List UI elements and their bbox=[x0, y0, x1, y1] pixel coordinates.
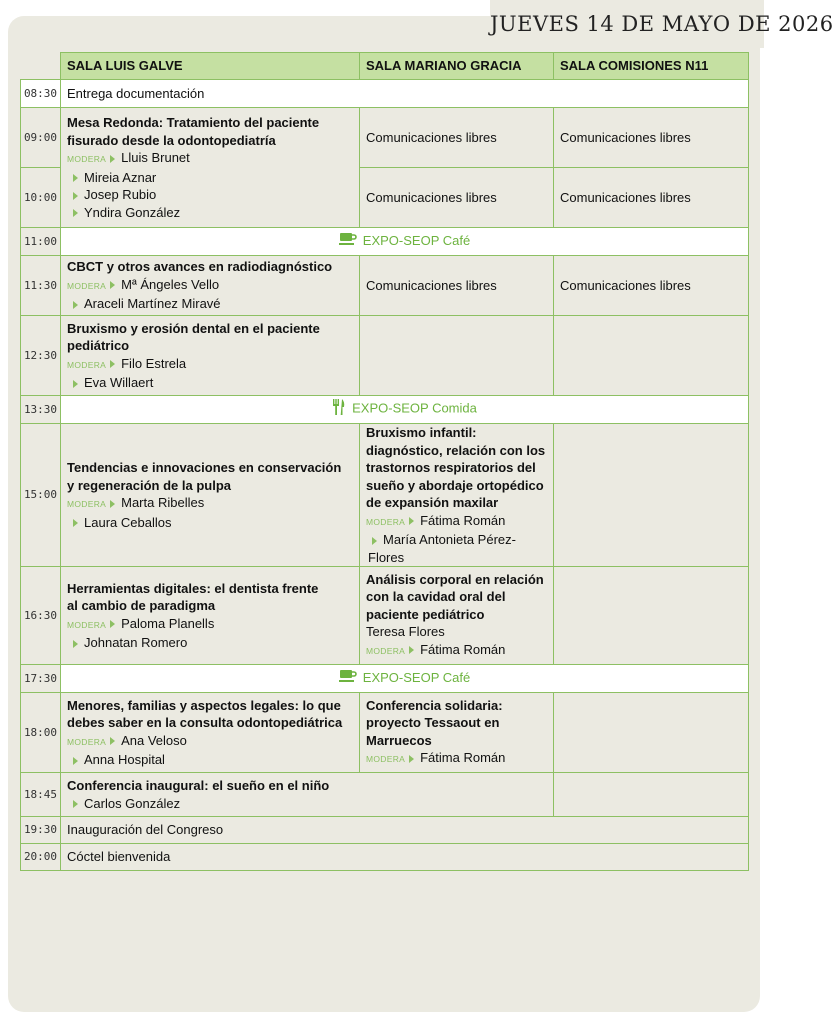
table-row bbox=[21, 693, 749, 773]
room-header-row bbox=[21, 53, 749, 80]
moderator-name: Marta Ribelles bbox=[121, 495, 205, 510]
session-title: Menores, familias y aspectos legales: lo que bbox=[67, 697, 341, 713]
time-cell: 11:30 bbox=[21, 256, 61, 316]
coffee-icon bbox=[339, 232, 357, 251]
arrow-icon bbox=[73, 209, 78, 217]
coffee-icon bbox=[339, 669, 357, 688]
time-cell: 15:00 bbox=[21, 424, 61, 567]
time-cell: 16:30 bbox=[21, 567, 61, 665]
session-cell: Comunicaciones libres bbox=[554, 256, 749, 316]
session-cell bbox=[360, 567, 554, 665]
moderator-name: Lluis Brunet bbox=[121, 150, 190, 165]
session-cell: Inauguración del Congreso bbox=[61, 817, 749, 844]
empty-cell bbox=[554, 316, 749, 396]
arrow-icon bbox=[110, 500, 115, 508]
time-cell: 17:30 bbox=[21, 665, 61, 693]
moderator-label: MODERA bbox=[366, 754, 406, 764]
moderator-label: MODERA bbox=[67, 619, 107, 630]
speaker-name: Eva Willaert bbox=[84, 375, 154, 390]
table-row bbox=[21, 80, 749, 108]
session-title: con la cavidad oral del bbox=[366, 589, 506, 605]
moderator-label: MODERA bbox=[67, 359, 107, 370]
moderator-label: MODERA bbox=[366, 516, 406, 527]
table-row bbox=[21, 773, 749, 817]
empty-cell bbox=[554, 773, 749, 817]
session-cell: Comunicaciones libres bbox=[360, 256, 554, 316]
page-date: JUEVES 14 DE MAYO DE 2026 bbox=[490, 12, 834, 36]
time-cell: 13:30 bbox=[21, 396, 61, 424]
session-title: proyecto Tessaout en bbox=[366, 715, 500, 730]
moderator-label: MODERA bbox=[67, 280, 107, 291]
moderator-name: Mª Ángeles Vello bbox=[121, 276, 220, 292]
break-cell bbox=[61, 396, 749, 424]
time-cell: 18:45 bbox=[21, 773, 61, 817]
moderator-name: Paloma Planells bbox=[121, 615, 215, 631]
session-title: al cambio de paradigma bbox=[67, 598, 216, 613]
session-title: Tendencias e innovaciones en conservación bbox=[67, 460, 342, 475]
break-cell bbox=[61, 665, 749, 693]
arrow-icon bbox=[409, 755, 414, 763]
session-title: Bruxismo y erosión dental en el paciente bbox=[67, 320, 320, 336]
time-cell: 20:00 bbox=[21, 844, 61, 871]
session-title: trastornos respiratorios del bbox=[366, 460, 536, 475]
speaker-name: Mireia Aznar bbox=[84, 169, 157, 185]
session-title: Análisis corporal en relación bbox=[366, 571, 544, 587]
room-header: SALA LUIS GALVE bbox=[61, 53, 360, 80]
time-cell: 08:30 bbox=[21, 80, 61, 108]
arrow-icon bbox=[110, 620, 115, 628]
table-row bbox=[21, 567, 749, 665]
arrow-icon bbox=[73, 192, 78, 200]
empty-cell bbox=[554, 567, 749, 665]
session-title: Mesa Redonda: Tratamiento del paciente bbox=[67, 115, 320, 130]
session-cell bbox=[360, 693, 554, 773]
table-row bbox=[21, 844, 749, 871]
moderator-label: MODERA bbox=[67, 736, 107, 747]
moderator-name: Fátima Román bbox=[420, 641, 506, 657]
speaker-name: María Antonieta Pérez-Flores bbox=[368, 532, 516, 565]
speaker-name: Anna Hospital bbox=[84, 752, 165, 767]
session-title: fisurado desde la odontopediatría bbox=[67, 132, 276, 148]
session-title: de expansión maxilar bbox=[366, 495, 499, 510]
empty-cell bbox=[554, 424, 749, 567]
moderator-name: Filo Estrela bbox=[121, 355, 187, 371]
break-label: EXPO-SEOP Café bbox=[362, 233, 471, 249]
session-title: diagnóstico, relación con los bbox=[366, 442, 546, 458]
session-title: Bruxismo infantil: bbox=[366, 425, 477, 440]
arrow-icon bbox=[110, 737, 115, 745]
session-title: Herramientas digitales: el dentista frente bbox=[67, 580, 319, 596]
cutlery-icon bbox=[332, 399, 346, 420]
session-title: paciente pediátrico bbox=[366, 606, 485, 622]
break-label: EXPO-SEOP Comida bbox=[352, 400, 477, 416]
session-cell: Comunicaciones libres bbox=[554, 108, 749, 168]
speaker-name: Laura Ceballos bbox=[84, 514, 172, 530]
session-title: Marruecos bbox=[366, 732, 432, 748]
session-cell bbox=[360, 424, 554, 567]
moderator-label: MODERA bbox=[67, 499, 107, 509]
session-title: Conferencia inaugural: el sueño en el niño bbox=[67, 778, 330, 793]
moderator-label: MODERA bbox=[67, 154, 107, 164]
arrow-icon bbox=[110, 281, 115, 289]
time-cell: 12:30 bbox=[21, 316, 61, 396]
session-cell: Entrega documentación bbox=[61, 80, 749, 108]
session-title: pediátrico bbox=[67, 338, 130, 353]
table-row bbox=[21, 316, 749, 396]
break-cell bbox=[61, 228, 749, 256]
arrow-icon bbox=[409, 646, 414, 654]
arrow-icon bbox=[110, 360, 115, 368]
arrow-icon bbox=[73, 301, 78, 309]
speaker-name: Yndira González bbox=[84, 204, 181, 220]
session-cell: Comunicaciones libres bbox=[360, 168, 554, 228]
table-row bbox=[21, 424, 749, 567]
session-title: debes saber en la consulta odontopediátrica bbox=[67, 715, 343, 730]
time-cell: 19:30 bbox=[21, 817, 61, 844]
time-cell: 09:00 bbox=[21, 108, 61, 168]
speaker-name: Carlos González bbox=[84, 795, 181, 811]
session-title: y regeneración de la pulpa bbox=[67, 477, 231, 493]
session-title: Conferencia solidaria: bbox=[366, 697, 503, 713]
moderator-label: MODERA bbox=[366, 645, 406, 656]
table-row bbox=[21, 108, 749, 168]
speaker-name: Josep Rubio bbox=[84, 187, 157, 202]
arrow-icon bbox=[73, 800, 78, 808]
session-cell: Comunicaciones libres bbox=[360, 108, 554, 168]
arrow-icon bbox=[73, 380, 78, 388]
arrow-icon bbox=[409, 517, 414, 525]
arrow-icon bbox=[73, 174, 78, 182]
session-cell: Cóctel bienvenida bbox=[61, 844, 749, 871]
header-blank bbox=[21, 53, 61, 80]
session-cell bbox=[61, 108, 360, 228]
break-label: EXPO-SEOP Café bbox=[362, 670, 471, 686]
time-cell: 11:00 bbox=[21, 228, 61, 256]
moderator-name: Fátima Román bbox=[420, 750, 506, 765]
session-cell bbox=[61, 316, 360, 396]
table-row bbox=[21, 256, 749, 316]
session-cell bbox=[61, 773, 554, 817]
session-cell bbox=[61, 424, 360, 567]
moderator-name: Fátima Román bbox=[420, 512, 506, 528]
break-row bbox=[21, 396, 749, 424]
time-cell: 10:00 bbox=[21, 168, 61, 228]
session-cell bbox=[61, 256, 360, 316]
arrow-icon bbox=[73, 640, 78, 648]
arrow-icon bbox=[73, 519, 78, 527]
session-title: CBCT y otros avances en radiodiagnóstico bbox=[67, 259, 333, 275]
arrow-icon bbox=[372, 537, 377, 545]
room-header: SALA COMISIONES N11 bbox=[554, 53, 749, 80]
arrow-icon bbox=[73, 757, 78, 765]
table-row bbox=[21, 817, 749, 844]
speaker-name: Johnatan Romero bbox=[84, 635, 188, 650]
arrow-icon bbox=[110, 155, 115, 163]
speaker-name: Araceli Martínez Miravé bbox=[84, 296, 221, 312]
time-cell: 18:00 bbox=[21, 693, 61, 773]
session-cell bbox=[61, 567, 360, 665]
break-row bbox=[21, 228, 749, 256]
session-cell bbox=[61, 693, 360, 773]
session-cell: Comunicaciones libres bbox=[554, 168, 749, 228]
schedule-table bbox=[20, 52, 749, 871]
speaker-name: Teresa Flores bbox=[366, 624, 445, 640]
date-tab bbox=[490, 0, 834, 48]
empty-cell bbox=[554, 693, 749, 773]
room-header: SALA MARIANO GRACIA bbox=[360, 53, 554, 80]
moderator-name: Ana Veloso bbox=[121, 732, 187, 748]
empty-cell bbox=[360, 316, 554, 396]
session-title: sueño y abordaje ortopédico bbox=[366, 477, 544, 493]
break-row bbox=[21, 665, 749, 693]
